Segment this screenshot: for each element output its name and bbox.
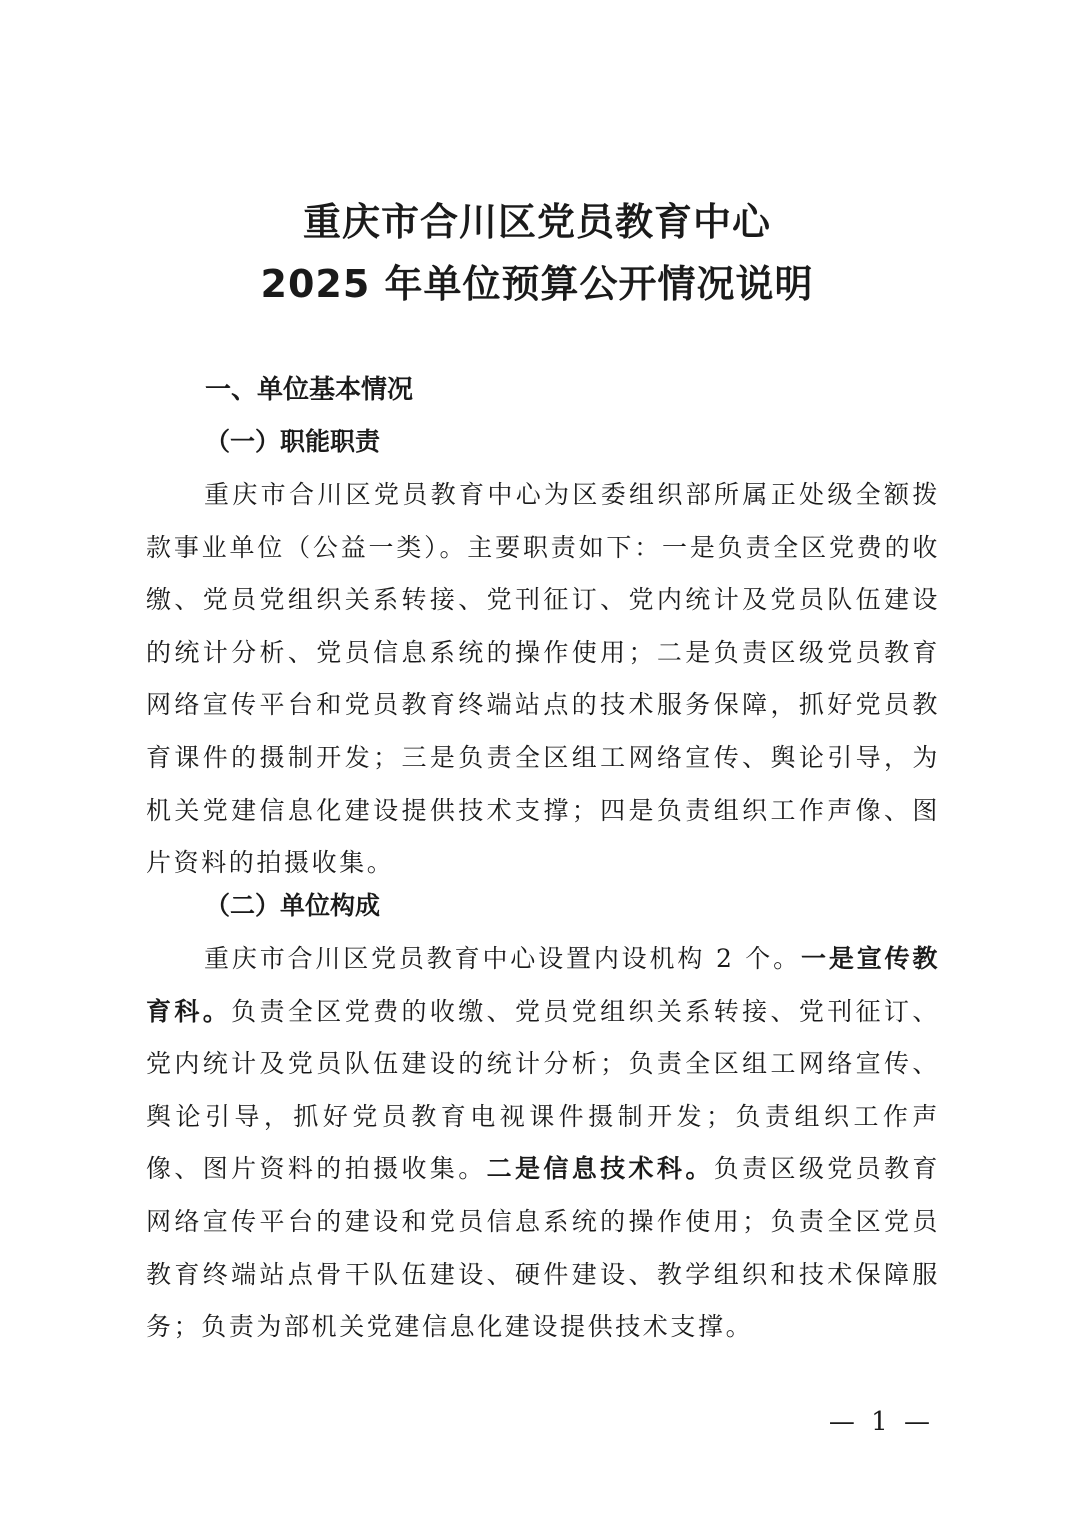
department-publicity-education-duties: 负责全区党费的收缴、党员党组织关系转接、党刊征订、党内统计及党员队伍建设的统计分析；负责全区组工网络宣传、舆论引导，抓好党员教育电视课件摄制开发；负责组织工作声像、图片资料的拍摄收集。 xyxy=(146,996,940,1184)
subsection-heading-duties: （一）职能职责 xyxy=(205,427,381,456)
subsection-heading-composition: （二）单位构成 xyxy=(205,891,381,920)
composition-paragraph xyxy=(146,933,940,1354)
department-publicity-education: 一是宣传教育科。 xyxy=(146,944,940,1026)
department-information-technology-duties: 负责区级党员教育网络宣传平台的建设和党员信息系统的操作使用；负责全区党员教育终端站点骨干队伍建设、硬件建设、教学组织和技术保障服务；负责为部机关党建信息化建设提供技术支撑。 xyxy=(146,1154,940,1342)
document-title-line2: 2025 年单位预算公开情况说明 xyxy=(260,262,814,306)
department-information-technology: 二是信息技术科。 xyxy=(486,1154,714,1184)
page-number: — 1 — xyxy=(828,1407,934,1437)
composition-intro: 重庆市合川区党员教育中心设置内设机构 2 个。 xyxy=(204,944,801,973)
document-title-line1: 重庆市合川区党员教育中心 xyxy=(302,200,771,244)
section-heading-basic-info: 一、单位基本情况 xyxy=(205,375,414,405)
duties-paragraph: 重庆市合川区党员教育中心为区委组织部所属正处级全额拨款事业单位（公益一类）。主要职责如下：一是负责全区党费的收缴、党员党组织关系转接、党刊征订、党内统计及党员队伍建设的统计分析、党员信息系统的操作使用；二是负责区级党员教育网络宣传平台和党员教育终端站点的技术服务保障，抓好党员教育课件的摄制开发；三是负责全区组工网络宣传、舆论引导，为机关党建信息化建设提供技术支撑；四是负责组织工作声像、图片资料的拍摄收集。 xyxy=(146,480,940,878)
